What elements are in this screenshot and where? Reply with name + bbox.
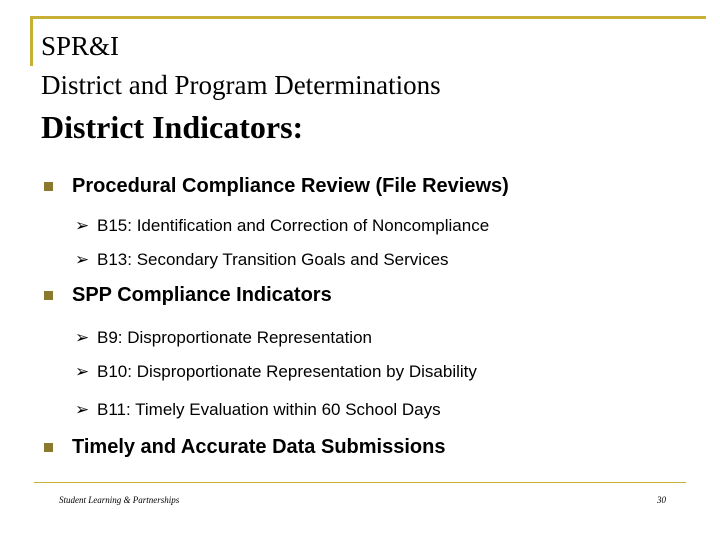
bullet-item-data-submissions: Timely and Accurate Data Submissions xyxy=(72,436,446,458)
arrow-bullet-icon: ➢ xyxy=(75,400,90,419)
slide-title-line2: District and Program Determinations xyxy=(41,70,441,100)
footer-rule xyxy=(34,482,686,483)
slide-heading: District Indicators: xyxy=(41,109,304,145)
page-number: 30 xyxy=(657,495,666,505)
frame-top-rule xyxy=(30,16,706,19)
arrow-bullet-icon: ➢ xyxy=(75,328,90,347)
footer-organization: Student Learning & Partnerships xyxy=(59,495,180,505)
square-bullet-icon xyxy=(44,291,53,300)
bullet-item-procedural-compliance: Procedural Compliance Review (File Reviews) xyxy=(72,175,509,197)
frame-left-rule xyxy=(30,16,33,66)
arrow-bullet-icon: ➢ xyxy=(75,216,90,235)
bullet-item-spp-compliance: SPP Compliance Indicators xyxy=(72,284,332,306)
square-bullet-icon xyxy=(44,182,53,191)
sub-item-b13: B13: Secondary Transition Goals and Services xyxy=(97,250,449,269)
sub-item-b9: B9: Disproportionate Representation xyxy=(97,328,372,347)
sub-item-b15: B15: Identification and Correction of Noncompliance xyxy=(97,216,490,235)
sub-item-b10: B10: Disproportionate Representation by Disability xyxy=(97,362,477,381)
square-bullet-icon xyxy=(44,443,53,452)
slide-title-line1: SPR&I xyxy=(41,31,120,61)
sub-item-b11: B11: Timely Evaluation within 60 School Days xyxy=(97,400,441,419)
arrow-bullet-icon: ➢ xyxy=(75,250,90,269)
arrow-bullet-icon: ➢ xyxy=(75,362,90,381)
